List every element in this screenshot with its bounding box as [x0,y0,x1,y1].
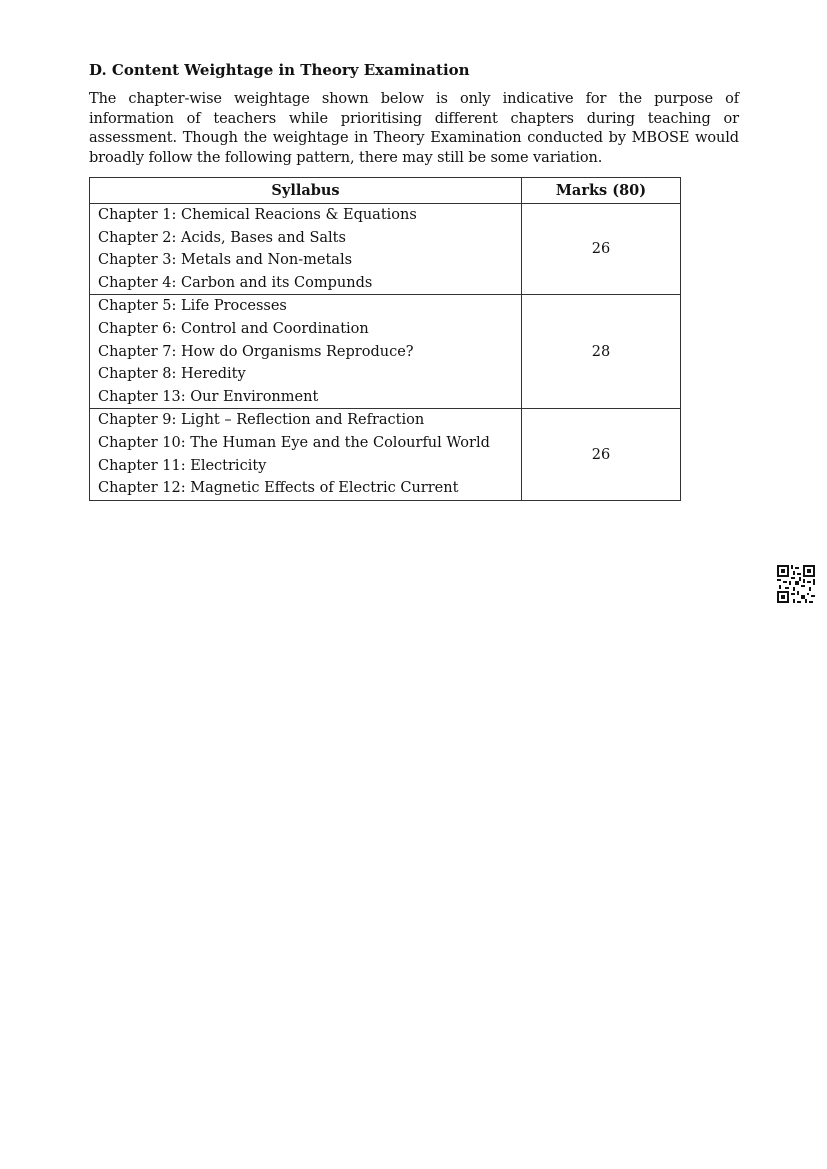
table-header-row [90,178,681,204]
marks-cell: 28 [522,295,681,409]
chapter-item: Chapter 8: Heredity [98,366,246,383]
marks-cell: 26 [522,409,681,500]
qr-code-icon[interactable] [777,565,815,603]
chapter-item: Chapter 10: The Human Eye and the Colourful World [98,434,490,451]
document-page [89,60,739,501]
marks-header: Marks (80) [522,178,681,204]
chapter-item: Chapter 4: Carbon and its Compunds [98,274,373,291]
marks-cell: 26 [522,204,681,295]
table-row [90,295,681,409]
chapter-item: Chapter 6: Control and Coordination [98,320,369,337]
intro-paragraph: The chapter-wise weightage shown below is only indicative for the purpose of information of teachers while prioritising different chapters during teaching or assessment. Though the weightage in Theory Examination conducted by MBOSE would broadly follow the following pattern, there may still be some variation. [89,91,739,166]
chapter-item: Chapter 13: Our Environment [98,388,319,405]
chapter-item: Chapter 7: How do Organisms Reproduce? [98,343,414,360]
chapter-item: Chapter 12: Magnetic Effects of Electric Current [98,480,459,497]
chapter-item: Chapter 1: Chemical Reacions & Equations [98,207,417,223]
chapter-item: Chapter 3: Metals and Non-metals [98,252,353,269]
chapter-item: Chapter 2: Acids, Bases and Salts [98,229,346,246]
table-row [90,409,681,500]
syllabus-cell [90,295,522,409]
chapter-item: Chapter 9: Light – Reflection and Refraction [98,412,425,429]
syllabus-cell [90,204,522,295]
syllabus-header: Syllabus [90,178,522,204]
chapter-item: Chapter 5: Life Processes [98,298,287,315]
syllabus-cell [90,409,522,500]
table-row [90,204,681,295]
weightage-table [89,177,681,501]
chapter-item: Chapter 11: Electricity [98,457,267,474]
section-heading: D. Content Weightage in Theory Examination [89,61,470,79]
